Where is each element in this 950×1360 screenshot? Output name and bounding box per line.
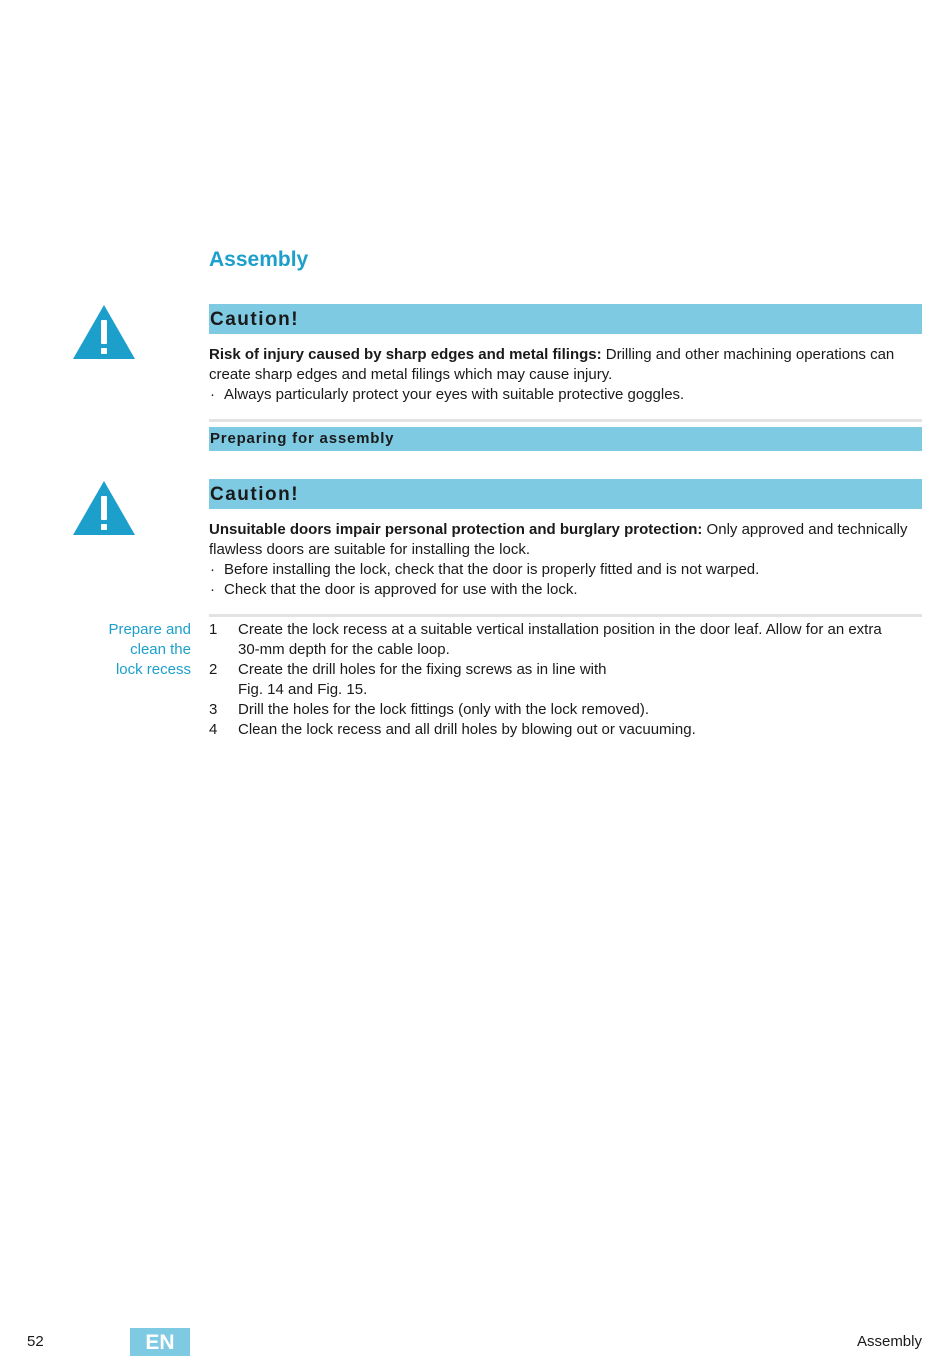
caution-body: Drilling and other machining operations can create sharp edges and metal filings which may cause injury.	[209, 346, 895, 383]
caution-heading: Caution!	[209, 479, 922, 509]
bullet-item: · Check that the door is approved for use with the lock.	[210, 581, 578, 598]
section-heading: Assembly	[209, 248, 309, 271]
warning-triangle-icon	[72, 304, 136, 360]
language-badge: EN	[130, 1328, 190, 1356]
caution-heading: Caution!	[209, 304, 922, 334]
step-item: 3 Drill the holes for the lock fittings (only with the lock removed).	[209, 701, 649, 718]
step-item: 2 Create the drill holes for the fixing screws as in line with Fig. 14 and Fig. 15.	[209, 661, 607, 698]
procedure-steps	[209, 620, 921, 740]
step-item: 1 Create the lock recess at a suitable vertical installation position in the door leaf. Allow for an extra 30-mm depth for the cable loop.	[209, 621, 882, 658]
divider	[209, 419, 922, 422]
caution-text	[209, 345, 921, 405]
caution-body: Only approved and technically flawless doors are suitable for installing the lock.	[209, 521, 908, 558]
margin-label: Prepare and clean the lock recess	[108, 621, 191, 678]
step-item: 4 Clean the lock recess and all drill holes by blowing out or vacuuming.	[209, 721, 696, 738]
warning-triangle-icon	[72, 480, 136, 536]
subsection-heading: Preparing for assembly	[209, 427, 922, 451]
page-number: 52	[27, 1333, 44, 1350]
bullet-item: · Before installing the lock, check that the door is properly fitted and is not warped.	[210, 561, 760, 578]
caution-text	[209, 520, 921, 600]
bullet-item: · Always particularly protect your eyes with suitable protective goggles.	[210, 386, 685, 403]
caution-lead: Unsuitable doors impair personal protection and burglary protection:	[209, 521, 703, 538]
footer-section-title: Assembly	[856, 1333, 922, 1350]
caution-lead: Risk of injury caused by sharp edges and metal filings:	[209, 346, 602, 363]
divider	[209, 614, 922, 617]
